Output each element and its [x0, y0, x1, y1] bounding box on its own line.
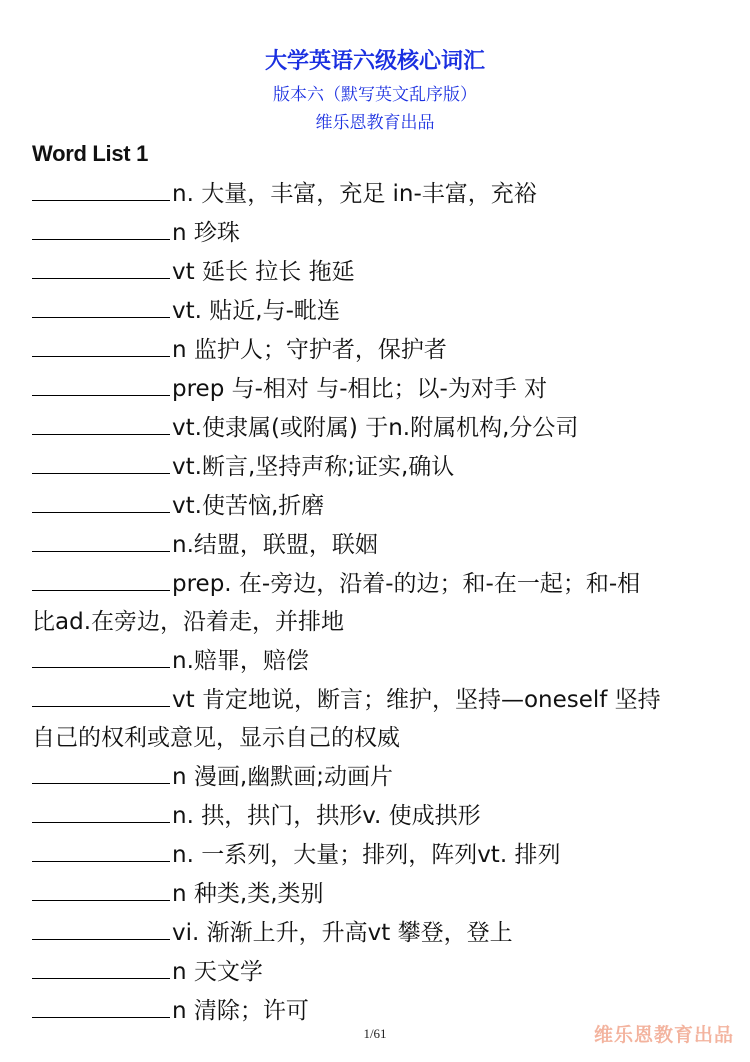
- definition-continuation: 自己的权利或意见，显示自己的权威: [32, 725, 400, 751]
- answer-blank: [32, 796, 170, 823]
- definition-text: vt.使隶属(或附属) 于n.附属机构,分公司: [172, 415, 579, 441]
- document-subtitle: 版本六（默写英文乱序版）: [273, 85, 477, 105]
- watermark-logo: 维乐恩教育出品: [593, 1024, 734, 1046]
- vocab-entry: [32, 874, 716, 913]
- vocab-entry: [32, 369, 716, 408]
- answer-blank: [32, 369, 170, 396]
- vocab-entry: [32, 913, 716, 952]
- definition-text: vt 肯定地说，断言；维护，坚持—oneself 坚持: [172, 687, 661, 713]
- answer-blank: [32, 641, 170, 668]
- answer-blank: [32, 330, 170, 357]
- vocab-entry: [32, 680, 716, 719]
- vocab-entry: [32, 835, 716, 874]
- vocab-entry: [32, 952, 716, 991]
- answer-blank: [32, 952, 170, 979]
- vocab-entry: [32, 447, 716, 486]
- answer-blank: [32, 564, 170, 591]
- vocab-entry: [32, 174, 716, 213]
- definition-text: n. 一系列，大量；排列，阵列vt. 排列: [172, 842, 561, 868]
- vocab-entry: [32, 291, 716, 330]
- answer-blank: [32, 213, 170, 240]
- definition-text: vt.使苦恼,折磨: [172, 493, 325, 519]
- publisher-line: 维乐恩教育出品: [315, 113, 435, 133]
- definition-text: n.结盟，联盟，联姻: [172, 532, 378, 558]
- answer-blank: [32, 991, 170, 1018]
- vocab-entry: [32, 525, 716, 564]
- vocab-entry: [32, 330, 716, 369]
- word-list-heading: Word List 1: [32, 141, 149, 166]
- definition-text: n. 大量，丰富，充足 in-丰富，充裕: [172, 181, 537, 207]
- answer-blank: [32, 835, 170, 862]
- definition-text: n.赔罪，赔偿: [172, 648, 309, 674]
- vocab-entry: [32, 796, 716, 835]
- vocabulary-list: [32, 174, 716, 1030]
- answer-blank: [32, 525, 170, 552]
- answer-blank: [32, 757, 170, 784]
- answer-blank: [32, 252, 170, 279]
- definition-text: n 天文学: [172, 959, 263, 985]
- definition-text: vt. 贴近,与-毗连: [172, 298, 340, 324]
- answer-blank: [32, 913, 170, 940]
- answer-blank: [32, 680, 170, 707]
- answer-blank: [32, 408, 170, 435]
- definition-text: n 种类,类,类别: [172, 881, 324, 907]
- vocab-entry: [32, 252, 716, 291]
- answer-blank: [32, 291, 170, 318]
- definition-text: n 漫画,幽默画;动画片: [172, 764, 393, 790]
- definition-text: vt.断言,坚持声称;证实,确认: [172, 454, 455, 480]
- vocab-entry: [32, 641, 716, 680]
- definition-text: prep 与-相对 与-相比；以-为对手 对: [172, 376, 548, 402]
- vocab-entry: [32, 564, 716, 603]
- definition-text: n. 拱，拱门，拱形v. 使成拱形: [172, 803, 481, 829]
- definition-text: vt 延长 拉长 拖延: [172, 259, 355, 285]
- answer-blank: [32, 486, 170, 513]
- definition-text: vi. 渐渐上升，升高vt 攀登，登上: [172, 920, 513, 946]
- definition-continuation: 比ad.在旁边，沿着走，并排地: [32, 609, 345, 635]
- page-number: 1/61: [363, 1026, 387, 1041]
- definition-text: n 清除；许可: [172, 998, 309, 1024]
- definition-text: n 监护人；守护者，保护者: [172, 337, 447, 363]
- vocab-entry: [32, 486, 716, 525]
- definition-text: n 珍珠: [172, 220, 240, 246]
- definition-text: prep. 在-旁边，沿着-的边；和-在一起；和-相: [172, 571, 641, 597]
- vocab-entry: [32, 757, 716, 796]
- vocab-entry: [32, 408, 716, 447]
- document-title: 大学英语六级核心词汇: [264, 49, 485, 74]
- answer-blank: [32, 447, 170, 474]
- answer-blank: [32, 874, 170, 901]
- answer-blank: [32, 174, 170, 201]
- vocab-entry: [32, 213, 716, 252]
